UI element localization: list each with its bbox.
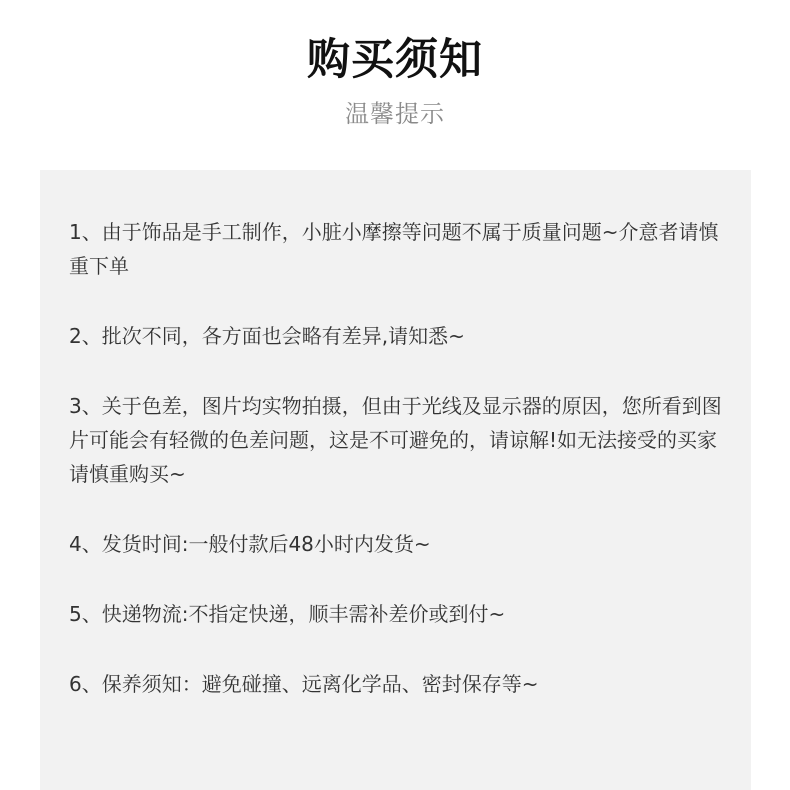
notice-item-2: 2、批次不同，各方面也会略有差异,请知悉~ [69,324,465,348]
notice-item-4: 4、发货时间:一般付款后48小时内发货~ [69,532,431,556]
notice-list [69,215,729,737]
notice-item-3: 3、关于色差，图片均实物拍摄，但由于光线及显示器的原因，您所看到图片可能会有轻微的色差问题，这是不可避免的，请谅解!如无法接受的买家请慎重购买~ [69,394,722,486]
notice-item-1: 1、由于饰品是手工制作，小脏小摩擦等问题不属于质量问题~介意者请慎重下单 [69,220,719,278]
page-title: 购买须知 [307,35,483,85]
notice-item-6: 6、保养须知：避免碰撞、远离化学品、密封保存等~ [69,672,539,696]
page-subtitle: 温馨提示 [345,100,445,128]
notice-panel [40,170,751,790]
notice-item-5: 5、快递物流:不指定快递，顺丰需补差价或到付~ [69,602,506,626]
page-header [0,0,790,170]
